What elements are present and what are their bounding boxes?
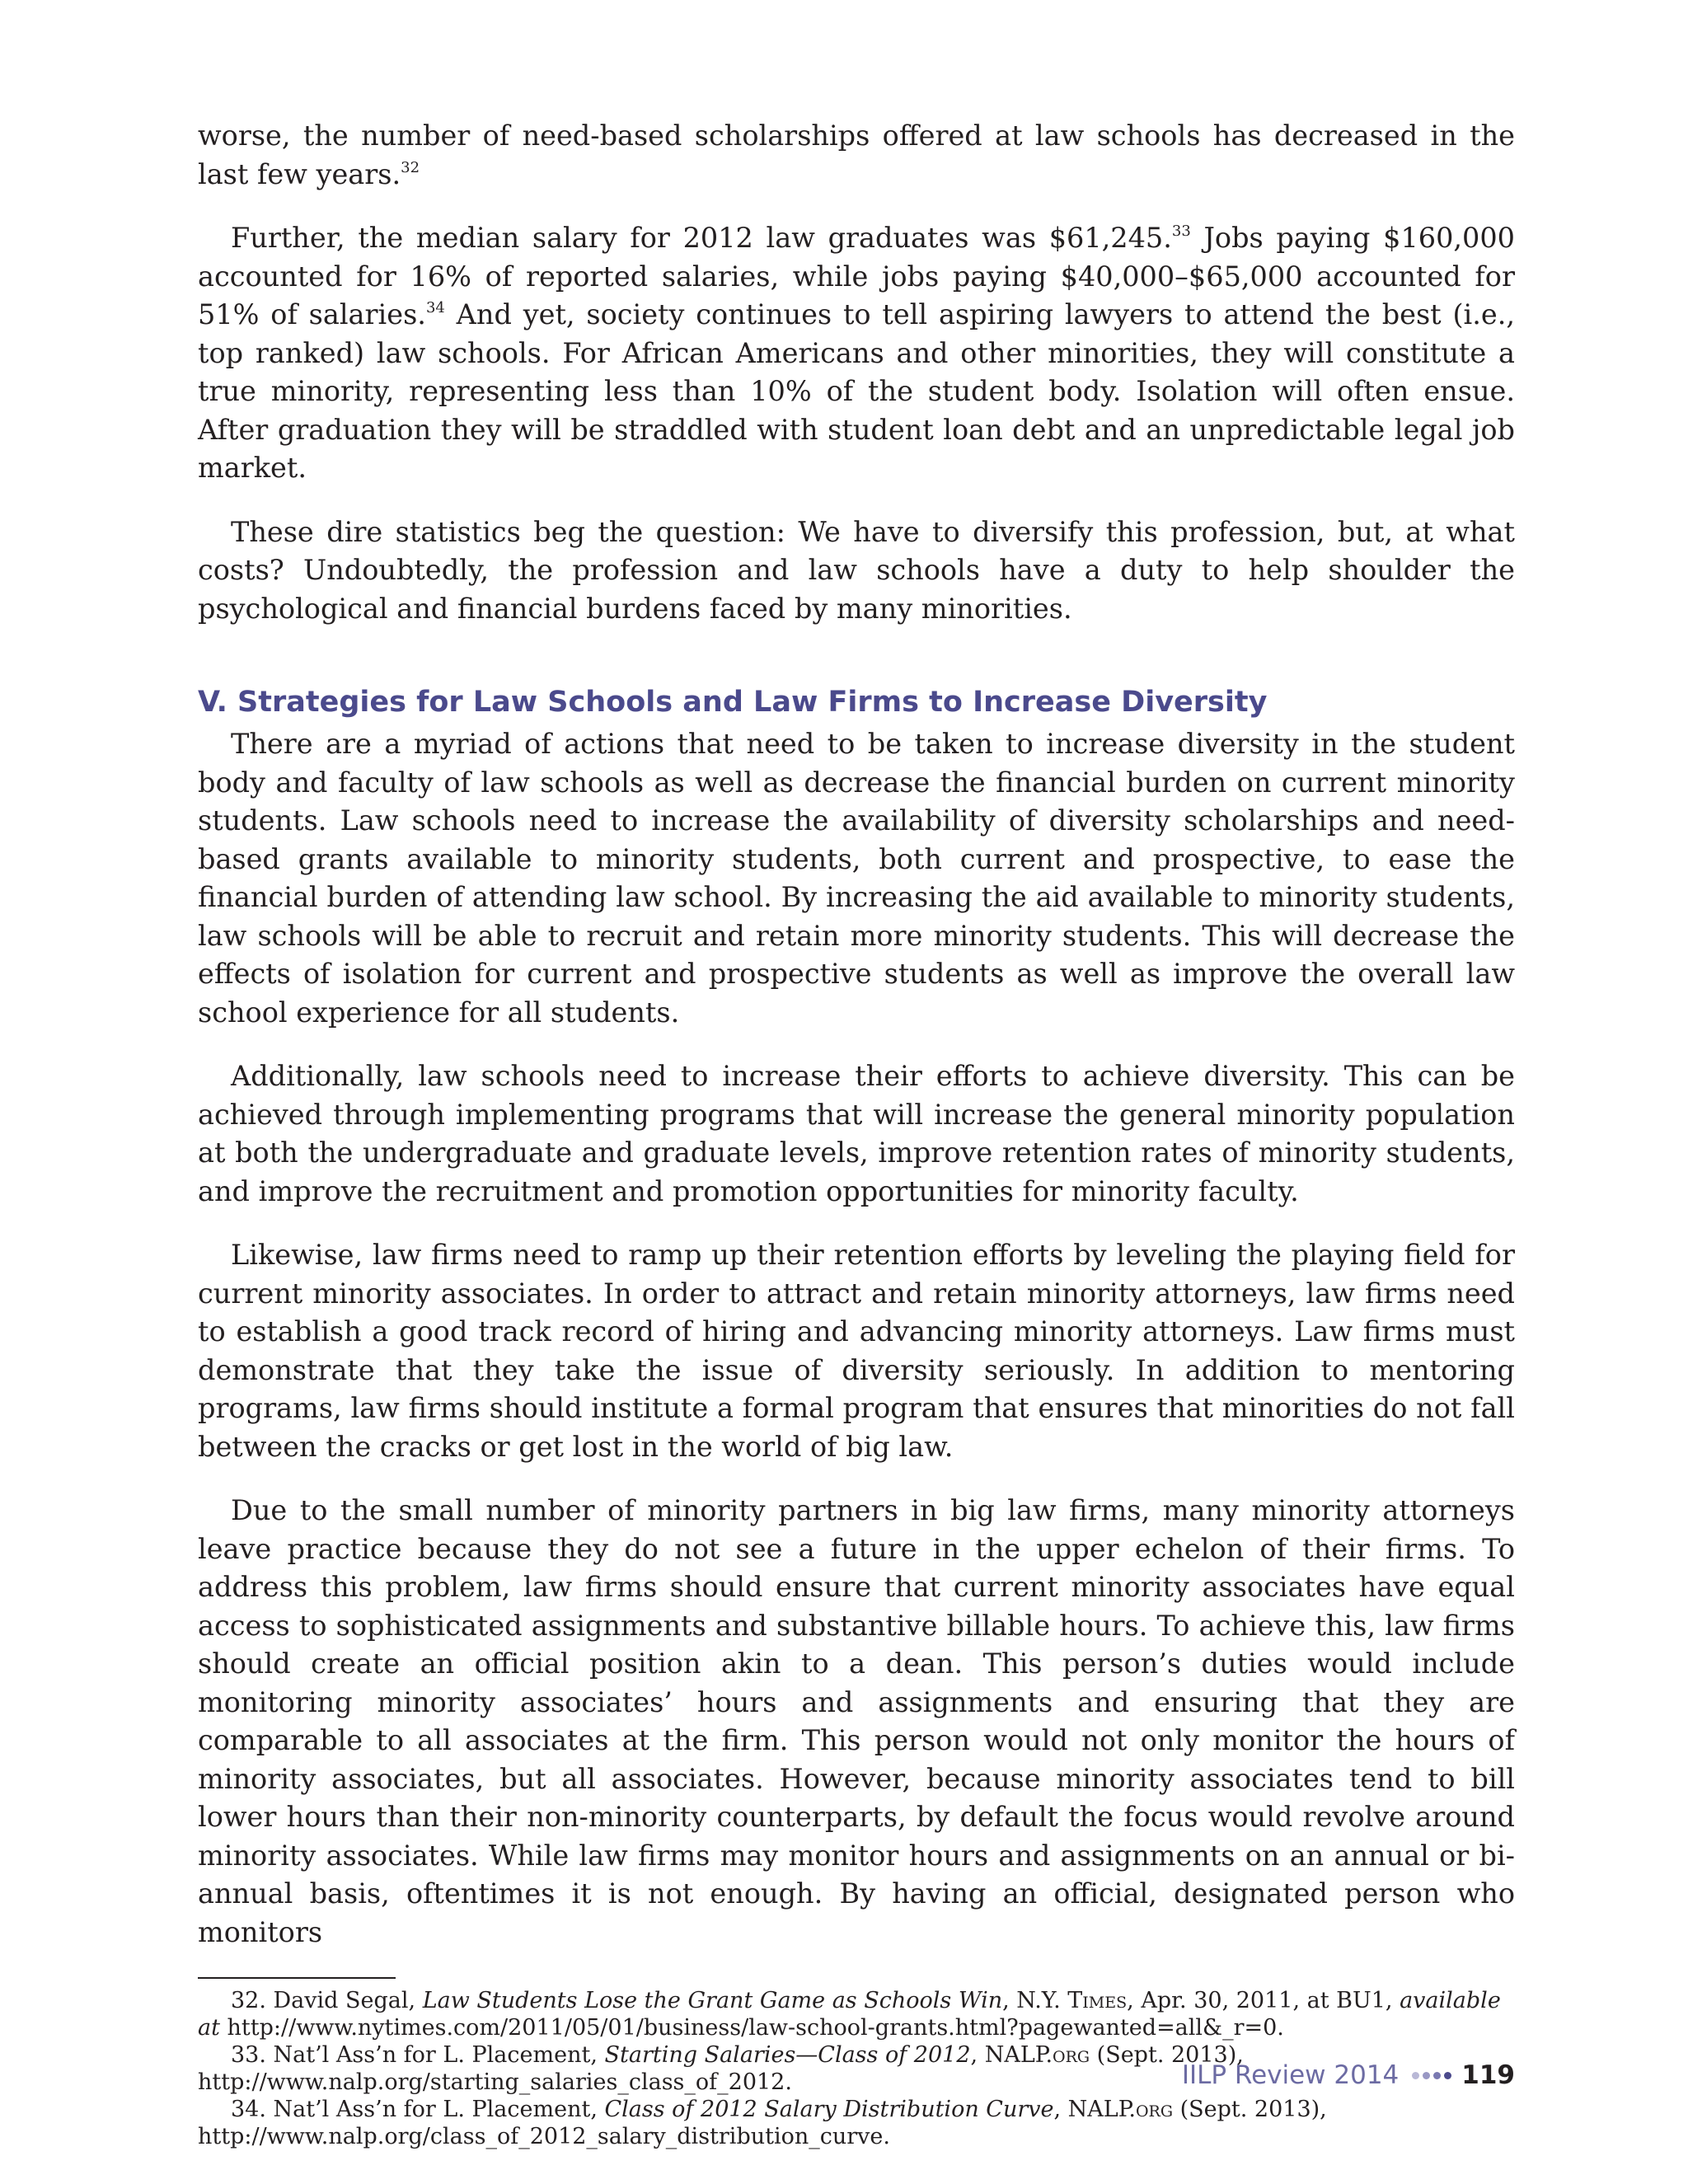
footnote-title: Class of 2012 Salary Distribution Curve <box>604 2097 1054 2122</box>
footer-dot <box>1412 2072 1419 2079</box>
footnote <box>198 1987 1515 2041</box>
footnote-author: Nat’l Ass’n for L. Placement, <box>273 2042 605 2068</box>
footnote-number: 33. <box>231 2042 274 2068</box>
footnote-number: 34. <box>231 2097 274 2122</box>
footnote-date: (Sept. 2013), <box>1173 2097 1327 2122</box>
footnote-publication: , NALP. <box>1053 2097 1136 2122</box>
footnote-url[interactable]: http://www.nalp.org/class_of_2012_salary_distribution_curve. <box>198 2124 890 2149</box>
footnote-author: Nat’l Ass’n for L. Placement, <box>273 2097 605 2122</box>
paragraph-text: Additionally, law schools need to increase their efforts to achieve diversity. This can be achieved through implementing programs that will increase the general minority population at both the undergraduate and graduate levels, improve retention rates of minority students, and improve the recruitment and promotion opportunities for minority faculty. <box>198 1060 1515 1207</box>
footnote-title: Starting Salaries—Class of 2012 <box>604 2042 971 2068</box>
paragraph-text: Likewise, law firms need to ramp up their retention efforts by leveling the playing field for current minority associates. In order to attract and retain minority attorneys, law firms need to establish a good track record of hiring and advancing minority attorneys. Law firms must demonstrate that they take the issue of diversity seriously. In addition to mentoring programs, law firms should institute a formal program that ensures that minorities do not fall between the cracks or get lost in the world of big law. <box>198 1239 1515 1463</box>
section-paragraph <box>198 1236 1515 1466</box>
footnote-publication-smallcaps: org <box>1135 2097 1174 2122</box>
page-footer <box>1182 2059 1515 2092</box>
paragraph-text: There are a myriad of actions that need to be taken to increase diversity in the student body and faculty of law schools as well as decrease the financial burden on current minority students. Law schools need to increase the availability of diversity scholarships and need-based grants available to minority students, both current and prospective, to ease the financial burden of attending law school. By increasing the aid available to minority students, law schools will be able to recruit and retain more minority students. This will decrease the effects of isolation for current and prospective students as well as improve the overall law school experience for all students. <box>198 728 1515 1029</box>
journal-name: IILP Review 2014 <box>1181 2060 1400 2090</box>
intro-paragraphs <box>198 117 1515 628</box>
footnote-url[interactable]: http://www.nalp.org/starting_salaries_class_of_2012. <box>198 2069 792 2095</box>
footnote-author: David Segal, <box>273 1988 423 2013</box>
section-paragraph <box>198 725 1515 1032</box>
footnote-date: , Apr. 30, 2011, at BU1, <box>1127 1988 1400 2013</box>
footer-dots <box>1410 2072 1453 2079</box>
section-paragraphs <box>198 725 1515 1952</box>
footnote <box>198 2096 1515 2150</box>
footnote-url[interactable]: http://www.nytimes.com/2011/05/01/business/law-school-grants.html?pagewanted=all&_r=0. <box>219 2015 1284 2041</box>
footer-dot <box>1423 2072 1430 2079</box>
footnote-title: Law Students Lose the Grant Game as Schools Win <box>422 1988 1003 2013</box>
intro-paragraph <box>198 513 1515 629</box>
section-heading: V. Strategies for Law Schools and Law Firms to Increase Diversity <box>198 686 1268 719</box>
footnote-marker: 34 <box>425 299 445 316</box>
paragraph-text: Due to the small number of minority partners in big law firms, many minority attorneys leave practice because they do not see a future in the upper echelon of their firms. To address this problem, law firms should ensure that current minority associates have equal access to sophisticated assignments and substantive billable hours. To achieve this, law firms should create an official position akin to a dean. This person’s duties would include monitoring minority associates’ hours and assignments and ensuring that they are comparable to all associates at the firm. This person would not only monitor the hours of minority associates, but all associates. However, because minority associates tend to bill lower hours than their non-minority counterparts, by default the focus would revolve around minority associates. While law firms may monitor hours and assignments on an annual or bi-annual basis, oftentimes it is not enough. By having an official, designated person who monitors <box>198 1494 1515 1948</box>
paragraph-text: Further, the median salary for 2012 law graduates was $61,245. <box>231 222 1172 254</box>
intro-paragraph <box>198 117 1515 194</box>
footnote-publication-smallcaps: Times <box>1067 1988 1128 2013</box>
footnote-publication: , N.Y. <box>1002 1988 1068 2013</box>
section-paragraph <box>198 1492 1515 1952</box>
footnote-marker: 33 <box>1171 223 1191 240</box>
paragraph-text: And yet, society continues to tell aspiring lawyers to attend the best (i.e., top ranked) law schools. For African Americans and other minorities, they will constitute a true minority, representing less than 10% of the student body. Isolation will often ensue. After graduation they will be straddled with student loan debt and an unpredictable legal job market. <box>198 298 1516 484</box>
paragraph-text: worse, the number of need-based scholarships offered at law schools has decreased in the last few years. <box>198 120 1515 190</box>
footnote-publication-smallcaps: org <box>1053 2042 1090 2068</box>
intro-paragraph <box>198 219 1515 488</box>
footnote-rule <box>198 1977 396 1979</box>
paragraph-text: These dire statistics beg the question: We have to diversify this profession, but, at what costs? Undoubtedly, the profession and law schools have a duty to help shoulder the psychological and financial burdens faced by many minorities. <box>198 515 1515 625</box>
footnote-date: (Sept. 2013), <box>1090 2042 1244 2068</box>
page-content <box>198 117 1515 2150</box>
footnote-marker: 32 <box>401 158 420 176</box>
paragraph-text: Jobs paying $160,000 accounted for 16% of reported salaries, while jobs paying $40,000–$65,000 accounted for 51% of salaries. <box>198 222 1515 330</box>
footer-dot <box>1444 2072 1451 2079</box>
footer-dot <box>1433 2072 1441 2079</box>
section-paragraph <box>198 1057 1515 1211</box>
footnote-number: 32. <box>231 1988 274 2013</box>
footnote-available-at: available at <box>198 1988 1501 2041</box>
page-number: 119 <box>1461 2060 1515 2090</box>
footnote-publication: , NALP. <box>970 2042 1053 2068</box>
